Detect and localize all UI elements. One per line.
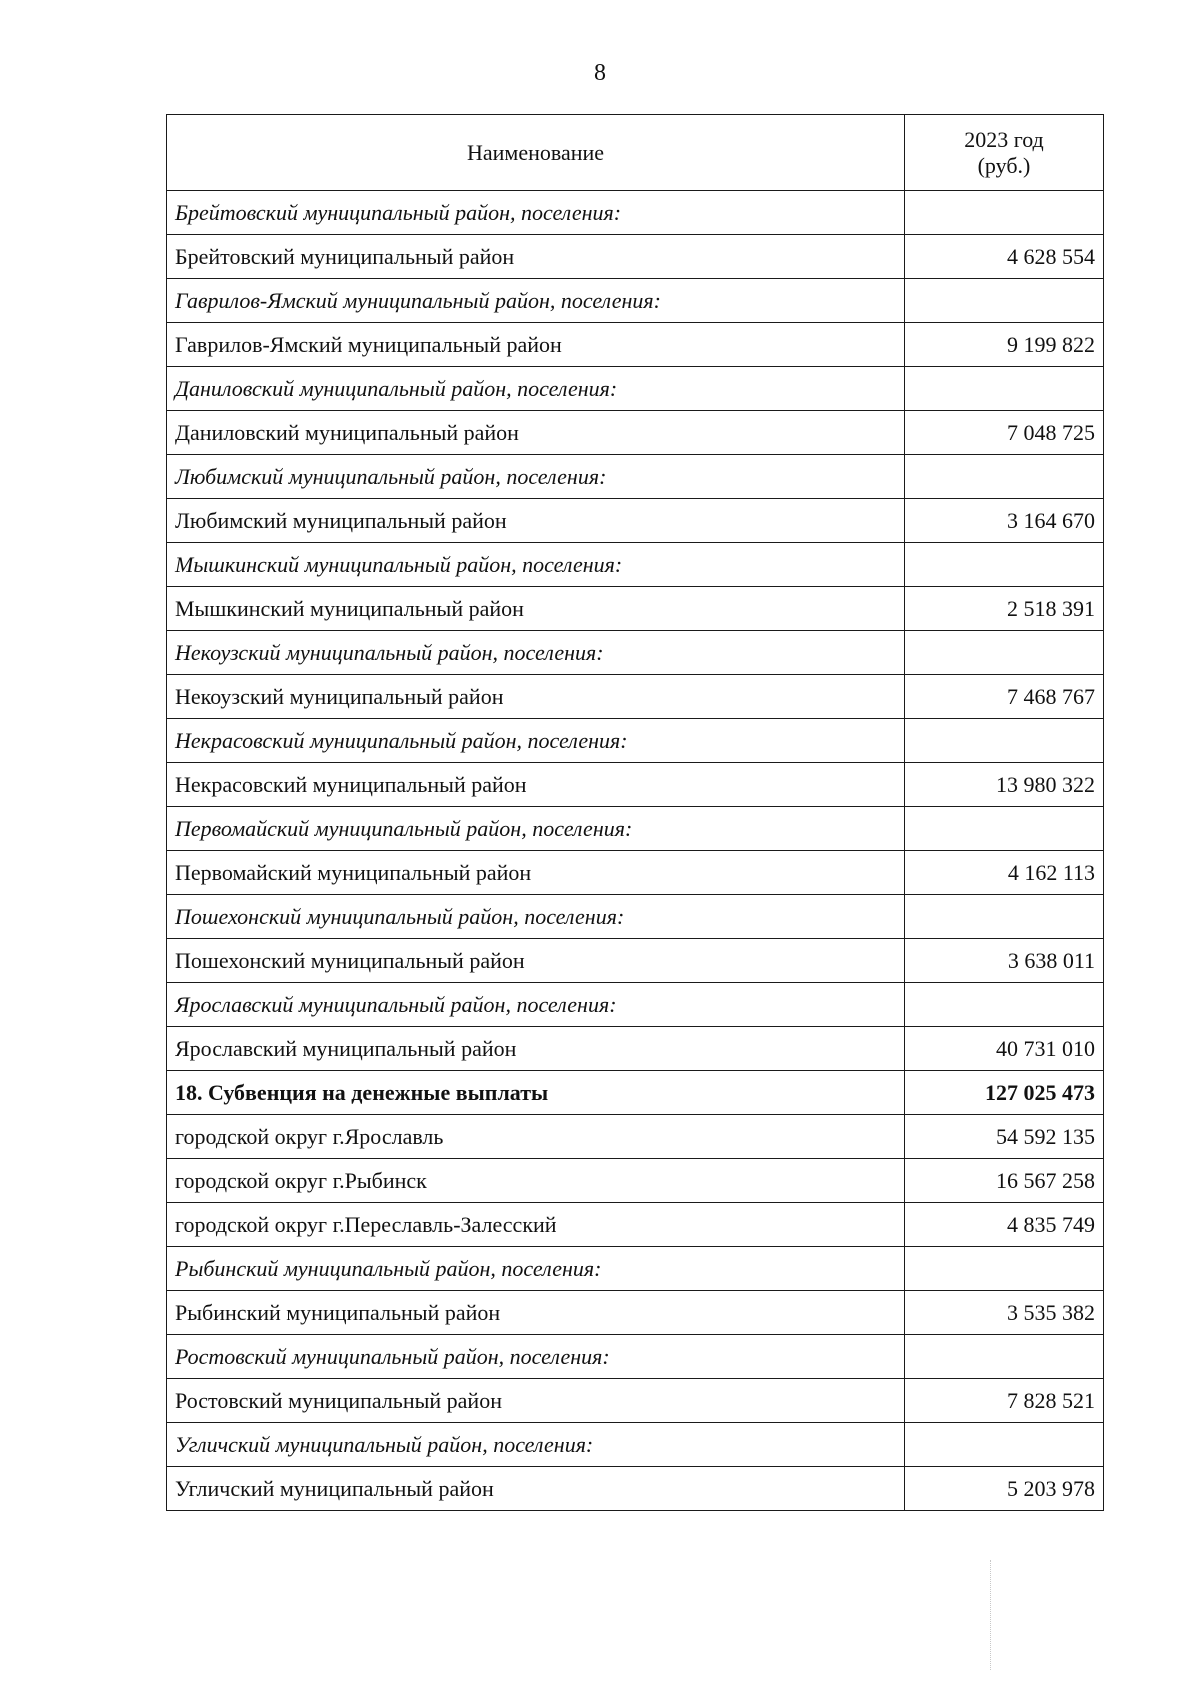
row-value: 4 835 749 [905,1203,1104,1247]
row-name: Брейтовский муниципальный район [167,235,905,279]
row-name: Пошехонский муниципальный район [167,939,905,983]
table-row [167,1115,1104,1159]
row-name: Любимский муниципальный район, поселения: [167,455,905,499]
row-name: Гаврилов-Ямский муниципальный район [167,323,905,367]
table-row [167,235,1104,279]
row-name: Мышкинский муниципальный район [167,587,905,631]
table-row [167,631,1104,675]
row-name: городской округ г.Рыбинск [167,1159,905,1203]
row-value: 54 592 135 [905,1115,1104,1159]
table-row [167,1247,1104,1291]
row-value: 9 199 822 [905,323,1104,367]
table-row [167,763,1104,807]
row-name: Первомайский муниципальный район [167,851,905,895]
table-row [167,983,1104,1027]
table-row [167,191,1104,235]
table-row [167,939,1104,983]
table-row [167,411,1104,455]
table-row [167,807,1104,851]
table-body [167,191,1104,1511]
row-name: Рыбинский муниципальный район, поселения: [167,1247,905,1291]
row-value: 3 535 382 [905,1291,1104,1335]
row-value [905,895,1104,939]
row-value [905,191,1104,235]
table-row [167,1379,1104,1423]
scan-artifact [990,1560,992,1670]
row-name: городской округ г.Ярославль [167,1115,905,1159]
row-name: Мышкинский муниципальный район, поселения: [167,543,905,587]
row-value: 4 162 113 [905,851,1104,895]
row-value: 40 731 010 [905,1027,1104,1071]
row-value [905,631,1104,675]
table-row [167,543,1104,587]
table-row [167,1423,1104,1467]
row-name: Гаврилов-Ямский муниципальный район, поселения: [167,279,905,323]
row-value [905,1247,1104,1291]
table-header [167,115,1104,191]
row-name: Ярославский муниципальный район [167,1027,905,1071]
row-value [905,983,1104,1027]
table-row [167,1335,1104,1379]
row-value [905,1423,1104,1467]
row-value: 3 164 670 [905,499,1104,543]
row-name: 18. Субвенция на денежные выплаты [167,1071,905,1115]
table-row [167,279,1104,323]
row-name: Угличский муниципальный район [167,1467,905,1511]
table-row [167,323,1104,367]
table-row [167,455,1104,499]
header-value [905,115,1104,191]
row-value [905,367,1104,411]
row-value [905,807,1104,851]
row-value [905,455,1104,499]
row-name: Ростовский муниципальный район, поселения: [167,1335,905,1379]
table-row [167,367,1104,411]
row-name: Ростовский муниципальный район [167,1379,905,1423]
budget-table [166,114,1104,1511]
row-value [905,543,1104,587]
header-name: Наименование [167,115,905,191]
row-name: Брейтовский муниципальный район, поселения: [167,191,905,235]
row-value: 7 828 521 [905,1379,1104,1423]
row-value: 4 628 554 [905,235,1104,279]
row-name: Пошехонский муниципальный район, поселения: [167,895,905,939]
table-row [167,1027,1104,1071]
table-row [167,719,1104,763]
table-row [167,587,1104,631]
table-row [167,499,1104,543]
row-name: Угличский муниципальный район, поселения: [167,1423,905,1467]
row-name: Любимский муниципальный район [167,499,905,543]
row-value [905,279,1104,323]
row-value [905,1335,1104,1379]
row-name: Даниловский муниципальный район, поселения: [167,367,905,411]
row-value [905,719,1104,763]
table-row [167,1159,1104,1203]
header-value-unit: (руб.) [977,152,1031,178]
row-name: Даниловский муниципальный район [167,411,905,455]
row-name: Некоузский муниципальный район [167,675,905,719]
row-value: 2 518 391 [905,587,1104,631]
row-name: Некоузский муниципальный район, поселения: [167,631,905,675]
table-row [167,895,1104,939]
row-name: Первомайский муниципальный район, поселения: [167,807,905,851]
table-row [167,1071,1104,1115]
table-row [167,1467,1104,1511]
row-value: 7 468 767 [905,675,1104,719]
table-row [167,1291,1104,1335]
table-row [167,1203,1104,1247]
row-name: городской округ г.Переславль-Залесский [167,1203,905,1247]
row-name: Ярославский муниципальный район, поселения: [167,983,905,1027]
row-value: 16 567 258 [905,1159,1104,1203]
row-name: Некрасовский муниципальный район [167,763,905,807]
row-value: 127 025 473 [905,1071,1104,1115]
row-value: 13 980 322 [905,763,1104,807]
row-name: Некрасовский муниципальный район, поселения: [167,719,905,763]
row-value: 5 203 978 [905,1467,1104,1511]
table-row [167,675,1104,719]
row-value: 3 638 011 [905,939,1104,983]
row-name: Рыбинский муниципальный район [167,1291,905,1335]
row-value: 7 048 725 [905,411,1104,455]
table-row [167,851,1104,895]
header-row [167,115,1104,191]
header-value-year: 2023 год [964,126,1044,152]
page-number: 8 [594,60,606,86]
